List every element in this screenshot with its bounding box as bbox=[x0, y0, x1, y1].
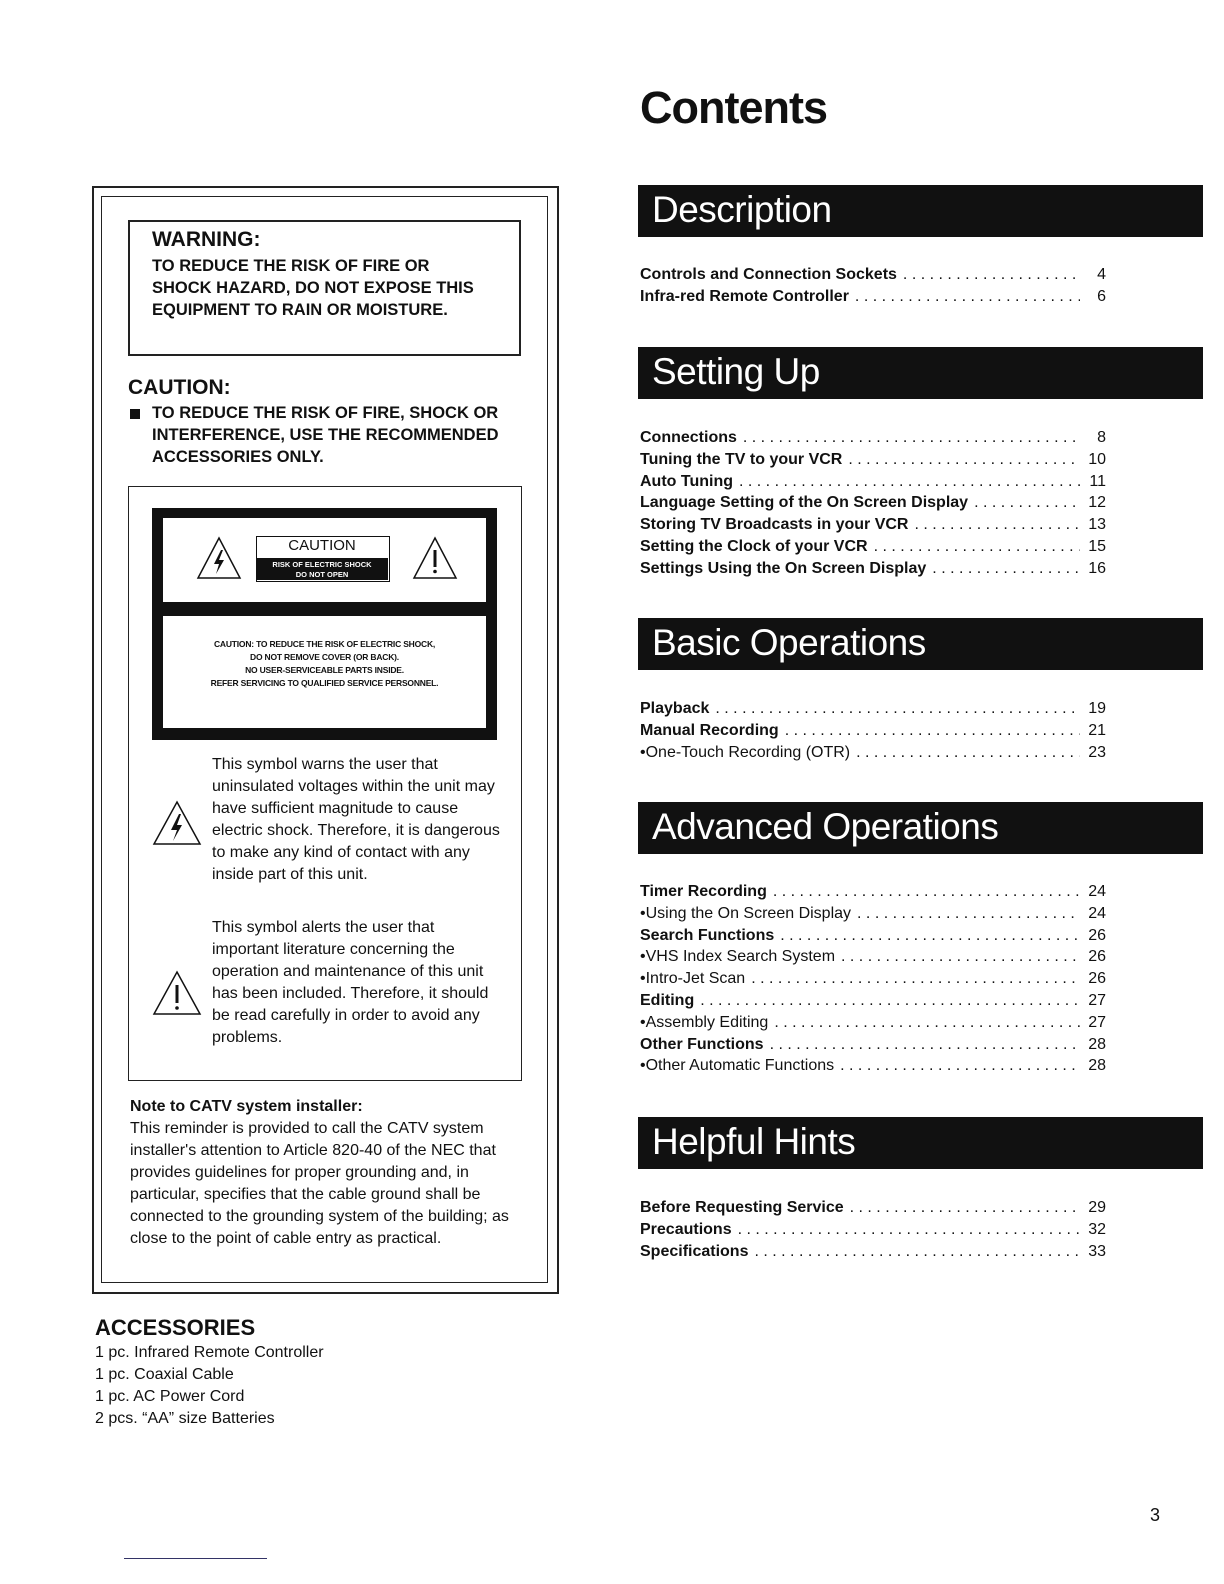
dot-leader bbox=[738, 1219, 1080, 1241]
toc-list bbox=[640, 1197, 1106, 1262]
exclamation-warning-icon bbox=[412, 536, 458, 580]
section-bar bbox=[638, 347, 1203, 399]
toc-entry-page: 13 bbox=[1088, 516, 1106, 534]
toc-entry-label: Infra-red Remote Controller bbox=[640, 287, 849, 305]
dot-leader bbox=[874, 536, 1080, 558]
caution-label-bottom bbox=[163, 616, 486, 728]
toc-entry-label: Settings Using the On Screen Display bbox=[640, 559, 927, 577]
dot-leader bbox=[841, 946, 1080, 968]
note-text: This reminder is provided to call the CATV system installer's attention to Article 820-40 of the NEC that provides guidelines for proper grounding and, in particular, specifies that the cable ground shall be connected to the grounding system of the building; as close to the point of cable entry as practical. bbox=[130, 1120, 509, 1247]
toc-entry[interactable] bbox=[640, 536, 1106, 558]
accessory-item: 2 pcs. “AA” size Batteries bbox=[95, 1410, 275, 1427]
bullet-square-icon bbox=[130, 409, 140, 419]
toc-entry-page: 10 bbox=[1088, 450, 1106, 468]
section-bar bbox=[638, 802, 1203, 854]
dot-leader bbox=[780, 925, 1080, 947]
toc-entry[interactable] bbox=[640, 514, 1106, 536]
toc-entry-page: 27 bbox=[1088, 991, 1106, 1009]
dot-leader bbox=[774, 1012, 1080, 1034]
toc-entry-page: 11 bbox=[1089, 472, 1106, 490]
toc-entry[interactable] bbox=[640, 286, 1106, 308]
risk-line-2: DO NOT OPEN bbox=[295, 570, 349, 579]
toc-entry[interactable] bbox=[640, 1012, 1106, 1034]
toc-entry-page: 19 bbox=[1088, 700, 1106, 717]
toc-entry[interactable] bbox=[640, 946, 1106, 968]
caution-heading: CAUTION: bbox=[128, 376, 231, 399]
caution-text: TO REDUCE THE RISK OF FIRE, SHOCK OR INTERFERENCE, USE THE RECOMMENDED ACCESSORIES ONLY. bbox=[152, 404, 499, 466]
toc-entry-label: Search Functions bbox=[640, 926, 775, 944]
toc-entry-label: Auto Tuning bbox=[640, 472, 733, 490]
page-title: Contents bbox=[640, 82, 827, 133]
toc-entry[interactable] bbox=[640, 720, 1106, 742]
dot-leader bbox=[751, 968, 1080, 990]
label-line: CAUTION: TO REDUCE THE RISK OF ELECTRIC SHOCK, bbox=[213, 639, 436, 649]
toc-list bbox=[640, 427, 1106, 580]
dot-leader bbox=[974, 492, 1080, 514]
risk-line-1: RISK OF ELECTRIC SHOCK bbox=[272, 560, 372, 569]
section-title: Basic Operations bbox=[652, 622, 926, 663]
dot-leader bbox=[856, 742, 1080, 764]
dot-leader bbox=[700, 990, 1080, 1012]
toc-entry[interactable] bbox=[640, 264, 1106, 286]
dot-leader bbox=[850, 1197, 1080, 1219]
dot-leader bbox=[857, 903, 1080, 925]
dot-leader bbox=[848, 449, 1080, 471]
toc-entry-page: 24 bbox=[1088, 883, 1106, 900]
lightning-symbol-icon bbox=[152, 800, 202, 846]
toc-entry-label: Storing TV Broadcasts in your VCR bbox=[640, 516, 909, 534]
toc-entry-page: 28 bbox=[1088, 1035, 1106, 1053]
toc-entry-page: 26 bbox=[1088, 970, 1106, 988]
section-bar bbox=[638, 618, 1203, 670]
toc-entry-label: •Assembly Editing bbox=[640, 1013, 769, 1031]
label-line: REFER SERVICING TO QUALIFIED SERVICE PERSONNEL. bbox=[210, 678, 439, 688]
toc-entry-page: 21 bbox=[1088, 721, 1106, 739]
accessories-heading: ACCESSORIES bbox=[95, 1315, 256, 1340]
toc-entry-label: Before Requesting Service bbox=[640, 1199, 844, 1216]
toc-entry-label: Setting the Clock of your VCR bbox=[640, 537, 868, 555]
accessory-item: 1 pc. AC Power Cord bbox=[95, 1388, 245, 1405]
dot-leader bbox=[739, 471, 1080, 493]
toc-entry-page: 12 bbox=[1088, 494, 1106, 512]
section-title: Setting Up bbox=[652, 351, 820, 392]
toc-entry[interactable] bbox=[640, 471, 1106, 493]
dot-leader bbox=[715, 698, 1080, 720]
page-number: 3 bbox=[1150, 1505, 1161, 1525]
toc-entry[interactable] bbox=[640, 925, 1106, 947]
section-title: Description bbox=[652, 189, 832, 230]
exclamation-symbol-text: This symbol alerts the user that important literature concerning the operation and maintenance of this unit has been included. Therefore, it should be read carefully in order to avoid any problems. bbox=[212, 919, 489, 1046]
toc-entry-page: 26 bbox=[1088, 926, 1106, 944]
toc-entry-page: 16 bbox=[1088, 559, 1106, 577]
toc-entry[interactable] bbox=[640, 427, 1106, 449]
toc-entry-label: Specifications bbox=[640, 1242, 749, 1260]
toc-entry[interactable] bbox=[640, 558, 1106, 580]
toc-entry-page: 6 bbox=[1097, 287, 1106, 305]
toc-entry-page: 15 bbox=[1088, 537, 1106, 555]
toc-list bbox=[640, 698, 1106, 763]
dot-leader bbox=[773, 881, 1080, 903]
section-bar bbox=[638, 1117, 1203, 1169]
dot-leader bbox=[855, 286, 1080, 308]
toc-entry[interactable] bbox=[640, 1219, 1106, 1241]
toc-entry-label: Connections bbox=[640, 429, 737, 446]
toc-entry-page: 8 bbox=[1097, 429, 1106, 446]
toc-entry-label: Tuning the TV to your VCR bbox=[640, 450, 843, 468]
toc-entry-label: •Intro-Jet Scan bbox=[640, 970, 746, 988]
label-line: NO USER-SERVICEABLE PARTS INSIDE. bbox=[245, 665, 404, 675]
toc-list bbox=[640, 881, 1106, 1077]
toc-entry-page: 4 bbox=[1097, 266, 1106, 283]
toc-entry-label: Other Functions bbox=[640, 1035, 764, 1053]
lightning-symbol-text: This symbol warns the user that uninsulated voltages within the unit may have sufficient magnitude to cause electric shock. Therefore, it is dangerous to make any kind of contact with any inside part of this unit. bbox=[212, 756, 500, 883]
toc-entry[interactable] bbox=[640, 698, 1106, 720]
toc-entry[interactable] bbox=[640, 1055, 1106, 1077]
dot-leader bbox=[840, 1055, 1080, 1077]
toc-entry-label: •Using the On Screen Display bbox=[640, 904, 852, 922]
toc-entry-page: 26 bbox=[1088, 948, 1106, 966]
note-heading: Note to CATV system installer: bbox=[130, 1098, 363, 1115]
lightning-warning-icon bbox=[196, 536, 242, 580]
toc-entry[interactable] bbox=[640, 449, 1106, 471]
dot-leader bbox=[770, 1034, 1080, 1056]
toc-entry[interactable] bbox=[640, 1034, 1106, 1056]
warning-text: TO REDUCE THE RISK OF FIRE OR SHOCK HAZARD, DO NOT EXPOSE THIS EQUIPMENT TO RAIN OR MOISTURE. bbox=[152, 257, 474, 319]
accessory-item: 1 pc. Infrared Remote Controller bbox=[95, 1344, 324, 1361]
section-title: Advanced Operations bbox=[652, 806, 999, 847]
toc-entry-label: Editing bbox=[640, 991, 695, 1009]
accessory-item: 1 pc. Coaxial Cable bbox=[95, 1366, 234, 1383]
section-bar bbox=[638, 185, 1203, 237]
toc-entry-page: 32 bbox=[1088, 1220, 1106, 1238]
toc-entry[interactable] bbox=[640, 742, 1106, 764]
toc-entry-label: •Other Automatic Functions bbox=[640, 1057, 835, 1075]
toc-entry[interactable] bbox=[640, 990, 1106, 1012]
toc-entry[interactable] bbox=[640, 492, 1106, 514]
dot-leader bbox=[754, 1241, 1080, 1263]
toc-entry-page: 29 bbox=[1088, 1199, 1106, 1216]
exclamation-symbol-icon bbox=[152, 970, 202, 1016]
toc-entry-page: 27 bbox=[1088, 1013, 1106, 1031]
toc-entry-page: 28 bbox=[1088, 1057, 1106, 1075]
dot-leader bbox=[932, 558, 1080, 580]
toc-entry-label: Playback bbox=[640, 700, 710, 717]
footer-line bbox=[124, 1558, 267, 1559]
toc-list bbox=[640, 264, 1106, 308]
toc-entry[interactable] bbox=[640, 903, 1106, 925]
toc-entry-page: 23 bbox=[1088, 743, 1106, 761]
toc-entry-label: •VHS Index Search System bbox=[640, 948, 836, 966]
section-title: Helpful Hints bbox=[652, 1121, 856, 1162]
toc-entry[interactable] bbox=[640, 968, 1106, 990]
toc-entry-page: 33 bbox=[1088, 1242, 1106, 1260]
toc-entry-label: Controls and Connection Sockets bbox=[640, 266, 897, 283]
toc-entry[interactable] bbox=[640, 1197, 1106, 1219]
dot-leader bbox=[743, 427, 1080, 449]
dot-leader bbox=[914, 514, 1080, 536]
dot-leader bbox=[903, 264, 1080, 286]
caution-label-risk bbox=[256, 558, 388, 580]
caution-label-title: CAUTION bbox=[288, 537, 356, 554]
dot-leader bbox=[785, 720, 1080, 742]
toc-entry-label: •One-Touch Recording (OTR) bbox=[640, 743, 851, 761]
toc-entry-page: 24 bbox=[1088, 904, 1106, 922]
label-line: DO NOT REMOVE COVER (OR BACK). bbox=[250, 652, 399, 662]
toc-entry-label: Timer Recording bbox=[640, 883, 767, 900]
toc-entry[interactable] bbox=[640, 1241, 1106, 1263]
toc-entry-label: Language Setting of the On Screen Display bbox=[640, 494, 969, 512]
warning-heading: WARNING: bbox=[152, 228, 261, 251]
toc-entry-label: Precautions bbox=[640, 1220, 732, 1238]
toc-entry[interactable] bbox=[640, 881, 1106, 903]
toc-entry-label: Manual Recording bbox=[640, 721, 779, 739]
